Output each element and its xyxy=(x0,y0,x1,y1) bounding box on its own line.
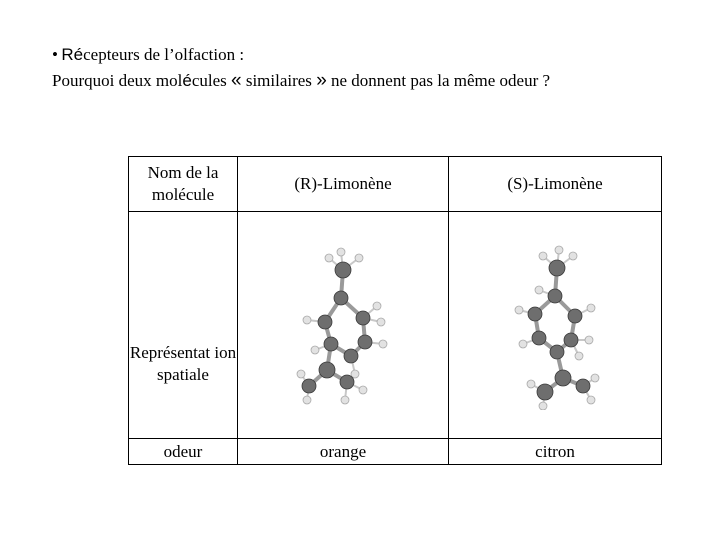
s-limonene-molecule-image xyxy=(505,240,605,410)
odeur-s-limonene: citron xyxy=(449,439,662,465)
close-guillemet: » xyxy=(316,70,327,91)
heading-r: R xyxy=(61,45,74,64)
header-row xyxy=(129,157,662,212)
header-r-limonene: (R)-Limonène xyxy=(238,157,449,212)
line2-e-accent: é xyxy=(182,71,192,90)
odeur-row xyxy=(129,439,662,465)
line2-part-d: ne donnent pas la même odeur ? xyxy=(326,71,551,90)
heading-line-1 xyxy=(52,42,550,68)
line2-part-b: cules xyxy=(191,71,231,90)
open-guillemet: « xyxy=(231,70,242,91)
odeur-r-limonene: orange xyxy=(238,439,449,465)
odeur-label: odeur xyxy=(129,439,238,465)
spatial-representation-row xyxy=(129,212,662,439)
bullet: • xyxy=(52,45,58,64)
r-limonene-model-cell xyxy=(238,212,449,439)
limonene-comparison-table xyxy=(128,156,662,465)
header-s-limonene: (S)-Limonène xyxy=(449,157,662,212)
slide-heading xyxy=(52,42,550,94)
heading-line1-text: cepteurs de l’olfaction : xyxy=(83,45,245,64)
heading-line-2 xyxy=(52,68,550,94)
header-molecule-name: Nom de la molécule xyxy=(129,157,238,212)
line2-part-c: similaires xyxy=(241,71,317,90)
s-limonene-model-cell xyxy=(449,212,662,439)
heading-e-accent: é xyxy=(73,45,84,64)
line2-part-a: Pourquoi deux mol xyxy=(52,71,183,90)
r-limonene-molecule-image xyxy=(293,240,393,410)
spatial-representation-label: Représentat ion spatiale xyxy=(129,212,238,439)
